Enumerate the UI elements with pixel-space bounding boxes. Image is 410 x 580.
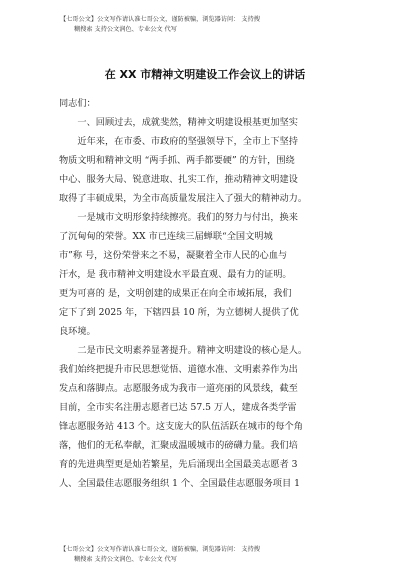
body-line: 中心、服务大局、锐意进取、扎实工作，推动精神文明建设 xyxy=(59,174,298,185)
header-line-2: 糊搜索 支持公文润色、专业公文 代写 xyxy=(74,25,177,33)
body-line: 人、全国最佳志愿服务组织 1 个、全国最佳志愿服务项目 1 xyxy=(59,478,300,489)
document-title: 在 XX 市精神文明建设工作会议上的讲话 xyxy=(104,68,306,81)
body-line: 目前，全市实名注册志愿者已达 57.5 万人，建成各类学雷 xyxy=(59,402,297,413)
body-line: 发点和落脚点。志愿服务成为我市一道亮丽的风景线，截至 xyxy=(59,383,298,394)
body-line: 落，他们的无私奉献，汇聚成温暖城市的磅礴力量。我们培 xyxy=(59,440,298,451)
body-line: 了沉甸甸的荣誉。XX 市已连续三届蝉联“全国文明城 xyxy=(59,231,273,242)
body-line: 汗水，是 我市精神文明建设水平最直观、最有力的证明。 xyxy=(59,269,292,280)
body-line: 二是市民文明素养显著提升。精神文明建设的核心是人。 xyxy=(77,345,308,356)
page-footer xyxy=(60,545,370,564)
page-header xyxy=(60,15,370,34)
body-line: 近年来，在市委、市政府的坚强领导下，全市上下坚持 xyxy=(77,136,298,147)
body-line: 定下了到 2025 年，下辖四县 10 所，为立德树人提供了优 xyxy=(59,307,299,318)
footer-line-1: 【七哥公文】公文写作请认准七哥公文，谨防被骗，浏览器访问： 支持搜 xyxy=(60,546,260,553)
body-line: 良环境。 xyxy=(59,326,96,337)
body-line: 更为可喜的 是，文明创建的成果正在向全市域拓展，我们 xyxy=(59,288,292,299)
body-line: 锋志愿服务站 413 个。这支庞大的队伍活跃在城市的每个角 xyxy=(59,421,303,432)
body-line: 我们始终把提升市民思想觉悟、道德水准、文明素养作为出 xyxy=(59,364,298,375)
body-line: 物质文明和精神文明 “两手抓、两手都要硬” 的方针，围绕 xyxy=(59,155,295,166)
footer-line-2: 糊搜索 支持公文润色、专业公文 代写 xyxy=(74,555,177,563)
header-line-1: 【七哥公文】公文写作请认准七哥公文，谨防被骗，浏览器访问： 支持搜 xyxy=(60,16,260,23)
document-body xyxy=(59,94,361,493)
body-line: 一是城市文明形象持续擦亮。我们的努力与付出，换来 xyxy=(77,212,298,223)
body-line: 取得了丰硕成果，为全市高质量发展注入了强大的精神动力。 xyxy=(59,193,308,204)
salutation: 同志们： xyxy=(59,98,96,109)
body-line: 市”称 号，这份荣誉来之不易，凝聚着全市人民的心血与 xyxy=(59,250,288,261)
body-line: 育的先进典型更是灿若繁星，先后涌现出全国最美志愿者 3 xyxy=(59,459,298,470)
section-heading-1: 一、回顾过去，成就斐然，精神文明建设根基更加坚实 xyxy=(77,117,298,128)
